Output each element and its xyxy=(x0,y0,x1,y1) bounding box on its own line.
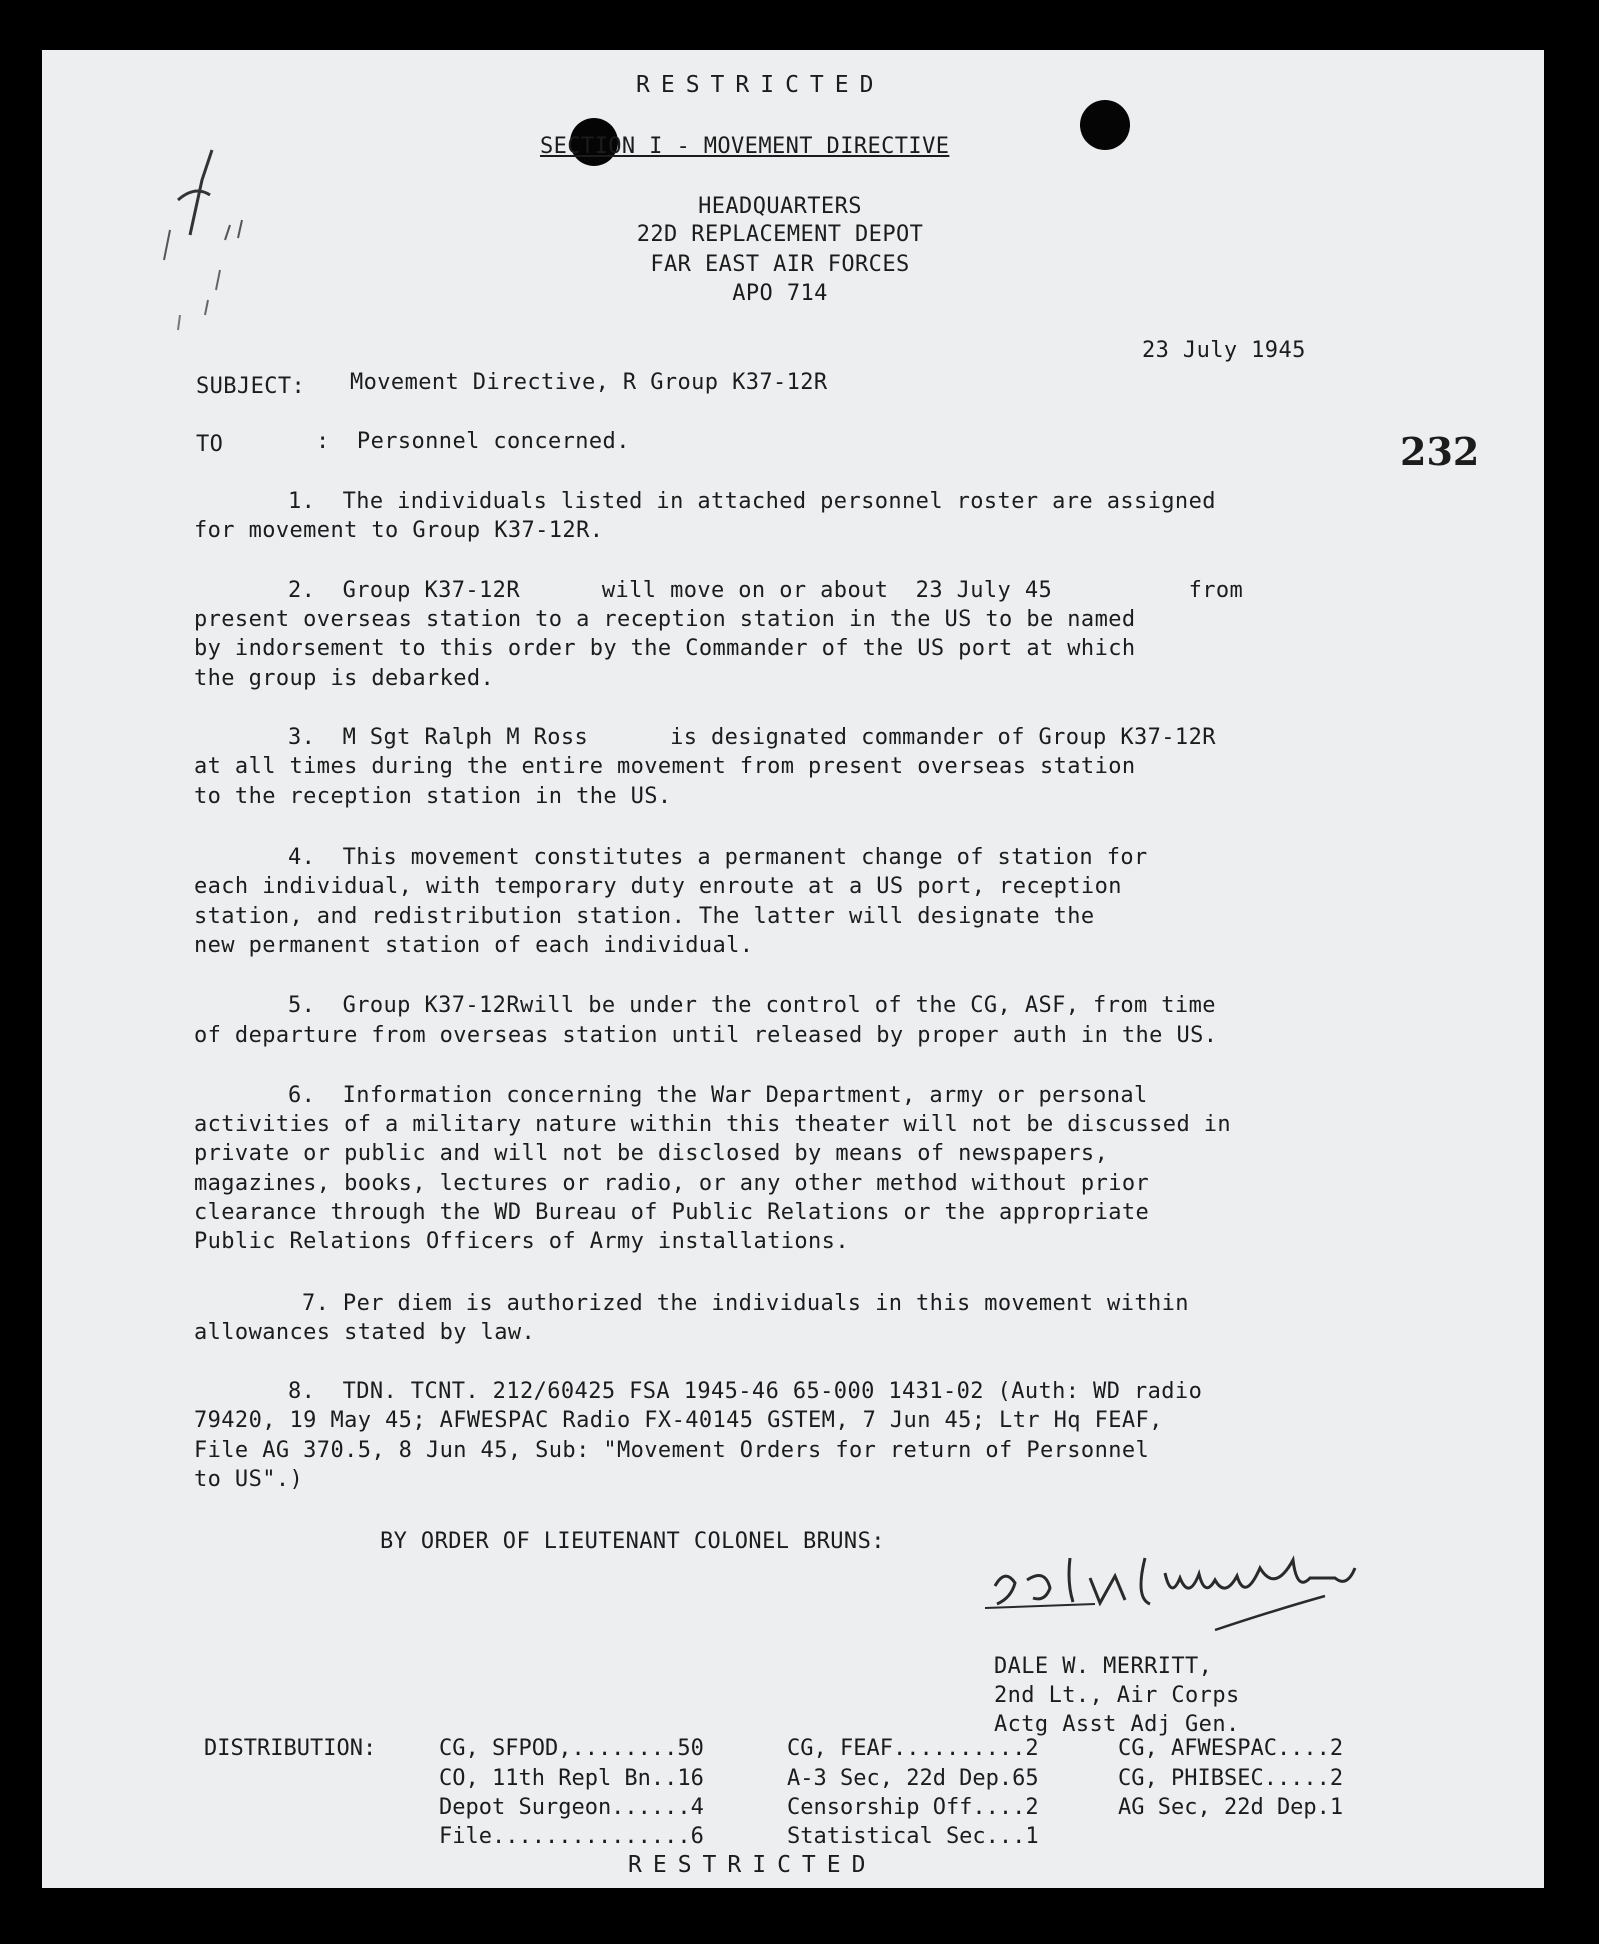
paragraph-8-line-4: to US".) xyxy=(194,1467,304,1492)
distribution-col2-item1: CG, FEAF..........2 xyxy=(787,1736,1039,1761)
paragraph-1-line-1: 1. The individuals listed in attached personnel roster are assigned xyxy=(288,489,1216,514)
hq-line-2: 22D REPLACEMENT DEPOT xyxy=(636,222,924,247)
hq-line-3: FAR EAST AIR FORCES xyxy=(650,252,910,277)
paragraph-1-line-2: for movement to Group K37-12R. xyxy=(194,518,604,543)
paragraph-2-line-3: by indorsement to this order by the Commander of the US port at which xyxy=(194,636,1136,661)
punch-hole-right xyxy=(1080,100,1130,150)
hq-line-4: APO 714 xyxy=(732,281,828,306)
distribution-col1-item4: File...............6 xyxy=(439,1824,704,1849)
paragraph-3-line-1: 3. M Sgt Ralph M Ross is designated commander of Group K37-12R xyxy=(288,725,1216,750)
paragraph-3-line-3: to the reception station in the US. xyxy=(194,784,672,809)
distribution-label: DISTRIBUTION: xyxy=(204,1736,377,1761)
paragraph-8-line-1: 8. TDN. TCNT. 212/60425 FSA 1945-46 65-000 1431-02 (Auth: WD radio xyxy=(288,1379,1203,1404)
distribution-col3-item2: CG, PHIBSEC.....2 xyxy=(1118,1766,1344,1791)
paragraph-7-line-1: 7. Per diem is authorized the individuals in this movement within xyxy=(302,1291,1189,1316)
margin-pencil-mark xyxy=(150,140,260,340)
subject-text: Movement Directive, R Group K37-12R xyxy=(350,370,828,395)
distribution-col2-item3: Censorship Off....2 xyxy=(787,1795,1039,1820)
document-date: 23 July 1945 xyxy=(1142,338,1306,363)
signer-name: DALE W. MERRITT, xyxy=(994,1654,1213,1679)
paragraph-6-line-3: private or public and will not be disclosed by means of newspapers, xyxy=(194,1141,1109,1166)
paragraph-4-line-1: 4. This movement constitutes a permanent change of station for xyxy=(288,845,1148,870)
paragraph-2-line-2: present overseas station to a reception station in the US to be named xyxy=(194,607,1136,632)
paragraph-5-line-1: 5. Group K37-12Rwill be under the control of the CG, ASF, from time xyxy=(288,993,1216,1018)
paragraph-4-line-2: each individual, with temporary duty enroute at a US port, reception xyxy=(194,874,1122,899)
signer-rank: 2nd Lt., Air Corps xyxy=(994,1683,1240,1708)
paragraph-4-line-3: station, and redistribution station. The latter will designate the xyxy=(194,904,1095,929)
paragraph-3-line-2: at all times during the entire movement from present overseas station xyxy=(194,754,1136,779)
distribution-col1-item2: CO, 11th Repl Bn..16 xyxy=(439,1766,704,1791)
to-label: TO xyxy=(196,432,224,457)
distribution-col3-item1: CG, AFWESPAC....2 xyxy=(1118,1736,1344,1761)
paragraph-7-line-2: allowances stated by law. xyxy=(194,1320,536,1345)
page-number: 232 xyxy=(1400,429,1480,474)
hq-line-1: HEADQUARTERS xyxy=(698,194,862,219)
distribution-col1-item1: CG, SFPOD,........50 xyxy=(439,1736,704,1761)
signer-title: Actg Asst Adj Gen. xyxy=(994,1712,1240,1737)
paragraph-6-line-2: activities of a military nature within this theater will not be discussed in xyxy=(194,1112,1232,1137)
classification-top: RESTRICTED xyxy=(636,72,885,98)
paragraph-8-line-2: 79420, 19 May 45; AFWESPAC Radio FX-40145 GSTEM, 7 Jun 45; Ltr Hq FEAF, xyxy=(194,1408,1163,1433)
paragraph-6-line-4: magazines, books, lectures or radio, or any other method without prior xyxy=(194,1171,1150,1196)
by-order-line: BY ORDER OF LIEUTENANT COLONEL BRUNS: xyxy=(380,1529,885,1554)
section-title: SECTION I - MOVEMENT DIRECTIVE xyxy=(540,134,950,159)
paragraph-4-line-4: new permanent station of each individual. xyxy=(194,933,754,958)
paragraph-2-line-4: the group is debarked. xyxy=(194,666,495,691)
paragraph-5-line-2: of departure from overseas station until released by proper auth in the US. xyxy=(194,1023,1218,1048)
distribution-col2-item2: A-3 Sec, 22d Dep.65 xyxy=(787,1766,1039,1791)
paragraph-6-line-1: 6. Information concerning the War Department, army or personal xyxy=(288,1083,1148,1108)
paragraph-6-line-6: Public Relations Officers of Army installations. xyxy=(194,1229,849,1254)
paragraph-8-line-3: File AG 370.5, 8 Jun 45, Sub: "Movement Orders for return of Personnel xyxy=(194,1438,1150,1463)
paragraph-6-line-5: clearance through the WD Bureau of Public Relations or the appropriate xyxy=(194,1200,1150,1225)
classification-bottom: RESTRICTED xyxy=(628,1852,877,1878)
subject-label: SUBJECT: xyxy=(196,374,306,399)
handwritten-signature xyxy=(975,1538,1395,1648)
paragraph-2-line-1: 2. Group K37-12R will move on or about 23 July 45 from xyxy=(288,578,1244,603)
distribution-col2-item4: Statistical Sec...1 xyxy=(787,1824,1039,1849)
to-text: : Personnel concerned. xyxy=(316,429,630,454)
distribution-col3-item3: AG Sec, 22d Dep.1 xyxy=(1118,1795,1344,1820)
distribution-col1-item3: Depot Surgeon......4 xyxy=(439,1795,704,1820)
